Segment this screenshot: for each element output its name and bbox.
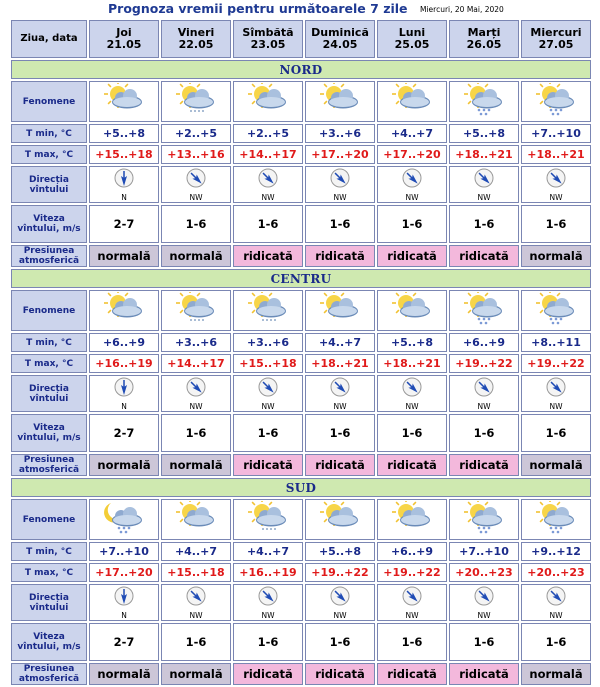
- row-directia: [11, 375, 591, 412]
- wind-direction: [306, 168, 374, 202]
- tmax-value: +16..+19: [89, 354, 159, 373]
- compass-arrow-icon: [402, 586, 422, 610]
- day-name: Sîmbătă: [242, 26, 294, 39]
- weather-cell: [89, 290, 159, 331]
- weather-cell: [449, 81, 519, 122]
- sun-cloud-icon: [317, 292, 363, 330]
- day-date: 21.05: [106, 38, 142, 51]
- pressure-value: ridicată: [305, 245, 375, 267]
- tmax-value: +13..+16: [161, 145, 231, 164]
- tmin-value: +6..+9: [377, 542, 447, 561]
- region-header-row: [11, 269, 591, 288]
- wind-speed-value: 2-7: [89, 414, 159, 452]
- wind-direction-label: NW: [477, 401, 491, 411]
- row-label: T max, °C: [11, 145, 87, 164]
- sun-cloud-icon: [317, 83, 363, 121]
- corner-label: Ziua, data: [11, 20, 87, 58]
- row-viteza: [11, 205, 591, 243]
- day-name: Marți: [467, 26, 501, 39]
- row-label: Presiunea atmosferică: [11, 454, 87, 476]
- compass-arrow-icon: [474, 377, 494, 401]
- header-row: [11, 20, 591, 58]
- tmin-value: +9..+12: [521, 542, 591, 561]
- wind-direction: [450, 168, 518, 202]
- compass-arrow-icon: [402, 168, 422, 192]
- wind-direction-cell: [233, 584, 303, 621]
- compass-arrow-icon: [546, 377, 566, 401]
- row-directia: [11, 584, 591, 621]
- day-name: Joi: [116, 26, 132, 39]
- wind-speed-value: 1-6: [521, 623, 591, 661]
- tmax-value: +17..+20: [377, 145, 447, 164]
- compass-arrow-icon: [114, 168, 134, 192]
- sun-cloud-icon: [245, 83, 291, 121]
- row-viteza: [11, 414, 591, 452]
- row-label: T min, °C: [11, 333, 87, 352]
- wind-direction-label: N: [121, 401, 127, 411]
- day-date: 27.05: [538, 38, 574, 51]
- wind-speed-value: 1-6: [449, 623, 519, 661]
- weather-cell: [377, 499, 447, 540]
- pressure-value: normală: [161, 454, 231, 476]
- wind-direction-cell: [449, 375, 519, 412]
- pressure-value: ridicată: [233, 454, 303, 476]
- compass-arrow-icon: [330, 586, 350, 610]
- wind-direction: [378, 586, 446, 620]
- tmin-value: +3..+6: [233, 333, 303, 352]
- weather-cell: [377, 81, 447, 122]
- sun-cloud-rain-icon: [461, 292, 507, 330]
- tmin-value: +2..+5: [233, 124, 303, 143]
- compass-arrow-icon: [114, 377, 134, 401]
- row-label: Fenomene: [11, 81, 87, 122]
- wind-speed-value: 1-6: [377, 623, 447, 661]
- wind-direction: [450, 377, 518, 411]
- wind-direction-cell: [161, 584, 231, 621]
- pressure-value: normală: [89, 454, 159, 476]
- wind-direction-label: NW: [549, 610, 563, 620]
- row-viteza: [11, 623, 591, 661]
- tmax-value: +18..+21: [449, 145, 519, 164]
- compass-arrow-icon: [186, 586, 206, 610]
- tmin-value: +7..+10: [89, 542, 159, 561]
- region-header-row: [11, 478, 591, 497]
- row-tmin: [11, 124, 591, 143]
- pressure-value: normală: [521, 454, 591, 476]
- wind-direction-label: NW: [189, 401, 203, 411]
- tmax-value: +17..+20: [89, 563, 159, 582]
- wind-direction-cell: [449, 584, 519, 621]
- sun-cloud-icon: [101, 83, 147, 121]
- pressure-value: ridicată: [449, 663, 519, 685]
- wind-speed-value: 1-6: [233, 623, 303, 661]
- weather-cell: [161, 290, 231, 331]
- wind-speed-value: 1-6: [161, 623, 231, 661]
- tmax-value: +20..+23: [521, 563, 591, 582]
- day-header: [521, 20, 591, 58]
- sun-cloud-icon: [173, 501, 219, 539]
- forecast-date: Miercuri, 20 Mai, 2020: [420, 5, 504, 14]
- forecast-table: [9, 18, 593, 687]
- day-name: Duminică: [311, 26, 369, 39]
- wind-speed-value: 1-6: [305, 623, 375, 661]
- tmax-value: +14..+17: [233, 145, 303, 164]
- wind-direction: [234, 586, 302, 620]
- compass-arrow-icon: [474, 168, 494, 192]
- tmin-value: +4..+7: [233, 542, 303, 561]
- region-name: CENTRU: [11, 269, 591, 288]
- row-label: Fenomene: [11, 499, 87, 540]
- tmin-value: +5..+8: [377, 333, 447, 352]
- sun-cloud-rain-icon: [533, 501, 579, 539]
- pressure-value: normală: [161, 245, 231, 267]
- compass-arrow-icon: [258, 377, 278, 401]
- pressure-value: ridicată: [233, 245, 303, 267]
- wind-direction-label: NW: [261, 401, 275, 411]
- row-label: Presiunea atmosferică: [11, 663, 87, 685]
- wind-direction: [522, 168, 590, 202]
- weather-cell: [233, 81, 303, 122]
- wind-direction: [378, 377, 446, 411]
- wind-direction-cell: [521, 375, 591, 412]
- wind-direction-label: NW: [405, 401, 419, 411]
- tmax-value: +19..+22: [449, 354, 519, 373]
- tmin-value: +4..+7: [377, 124, 447, 143]
- pressure-value: normală: [89, 245, 159, 267]
- wind-direction: [522, 586, 590, 620]
- weather-cell: [305, 81, 375, 122]
- row-tmin: [11, 333, 591, 352]
- wind-direction-cell: [377, 166, 447, 203]
- wind-speed-value: 1-6: [449, 414, 519, 452]
- tmax-value: +19..+22: [521, 354, 591, 373]
- pressure-value: ridicată: [377, 663, 447, 685]
- row-label: Fenomene: [11, 290, 87, 331]
- day-date: 23.05: [250, 38, 286, 51]
- pressure-value: ridicată: [449, 245, 519, 267]
- wind-direction: [90, 586, 158, 620]
- wind-direction-label: NW: [189, 610, 203, 620]
- wind-direction-label: NW: [261, 610, 275, 620]
- wind-speed-value: 1-6: [377, 205, 447, 243]
- row-tmax: [11, 145, 591, 164]
- wind-direction: [90, 168, 158, 202]
- moon-cloud-rain-icon: [101, 501, 147, 539]
- wind-direction: [450, 586, 518, 620]
- wind-direction: [162, 377, 230, 411]
- wind-speed-value: 1-6: [305, 414, 375, 452]
- tmax-value: +18..+21: [377, 354, 447, 373]
- pressure-value: ridicată: [377, 245, 447, 267]
- row-label: Presiunea atmosferică: [11, 245, 87, 267]
- wind-direction-cell: [305, 584, 375, 621]
- day-name: Miercuri: [530, 26, 582, 39]
- tmin-value: +5..+8: [305, 542, 375, 561]
- sun-cloud-rain-icon: [533, 292, 579, 330]
- weather-cell: [305, 290, 375, 331]
- pressure-value: normală: [521, 245, 591, 267]
- wind-direction-label: NW: [549, 192, 563, 202]
- day-date: 26.05: [466, 38, 502, 51]
- day-header: [89, 20, 159, 58]
- region-name: SUD: [11, 478, 591, 497]
- row-label: Viteza vîntului, m/s: [11, 205, 87, 243]
- weather-cell: [521, 290, 591, 331]
- wind-speed-value: 1-6: [449, 205, 519, 243]
- pressure-value: ridicată: [449, 454, 519, 476]
- sun-cloud-icon: [389, 292, 435, 330]
- row-label: T max, °C: [11, 354, 87, 373]
- pressure-value: ridicată: [233, 663, 303, 685]
- pressure-value: ridicată: [305, 663, 375, 685]
- tmax-value: +17..+20: [305, 145, 375, 164]
- weather-cell: [377, 290, 447, 331]
- wind-direction: [306, 377, 374, 411]
- wind-direction-label: NW: [333, 401, 347, 411]
- tmin-value: +5..+8: [449, 124, 519, 143]
- pressure-value: ridicată: [305, 454, 375, 476]
- wind-direction-cell: [89, 375, 159, 412]
- row-presiunea: [11, 245, 591, 267]
- sun-cloud-rain-icon: [461, 83, 507, 121]
- wind-direction-label: NW: [189, 192, 203, 202]
- sun-cloud-icon: [101, 292, 147, 330]
- wind-speed-value: 2-7: [89, 623, 159, 661]
- weather-cell: [521, 81, 591, 122]
- wind-direction-cell: [521, 166, 591, 203]
- row-label: Direcția vîntului: [11, 584, 87, 621]
- compass-arrow-icon: [258, 586, 278, 610]
- wind-direction-label: NW: [477, 610, 491, 620]
- wind-direction: [234, 168, 302, 202]
- wind-direction: [162, 586, 230, 620]
- tmin-value: +7..+10: [449, 542, 519, 561]
- row-label: Viteza vîntului, m/s: [11, 623, 87, 661]
- wind-direction-cell: [161, 375, 231, 412]
- row-tmax: [11, 354, 591, 373]
- tmax-value: +18..+21: [305, 354, 375, 373]
- wind-direction: [522, 377, 590, 411]
- tmin-value: +6..+9: [89, 333, 159, 352]
- wind-direction-cell: [449, 166, 519, 203]
- wind-direction-cell: [521, 584, 591, 621]
- weather-cell: [521, 499, 591, 540]
- day-name: Luni: [398, 26, 426, 39]
- day-name: Vineri: [177, 26, 215, 39]
- row-label: Viteza vîntului, m/s: [11, 414, 87, 452]
- wind-direction-label: NW: [261, 192, 275, 202]
- weather-cell: [161, 499, 231, 540]
- wind-direction-cell: [305, 166, 375, 203]
- wind-speed-value: 1-6: [161, 414, 231, 452]
- weather-cell: [161, 81, 231, 122]
- tmin-value: +2..+5: [161, 124, 231, 143]
- weather-cell: [89, 81, 159, 122]
- wind-direction-label: NW: [405, 610, 419, 620]
- sun-cloud-rain-icon: [461, 501, 507, 539]
- row-label: T min, °C: [11, 124, 87, 143]
- wind-direction: [378, 168, 446, 202]
- wind-speed-value: 1-6: [161, 205, 231, 243]
- compass-arrow-icon: [330, 377, 350, 401]
- row-label: T min, °C: [11, 542, 87, 561]
- tmax-value: +14..+17: [161, 354, 231, 373]
- compass-arrow-icon: [474, 586, 494, 610]
- wind-direction: [162, 168, 230, 202]
- weather-cell: [305, 499, 375, 540]
- row-label: T max, °C: [11, 563, 87, 582]
- wind-direction-cell: [377, 584, 447, 621]
- row-tmin: [11, 542, 591, 561]
- wind-speed-value: 2-7: [89, 205, 159, 243]
- tmin-value: +3..+6: [305, 124, 375, 143]
- day-header: [233, 20, 303, 58]
- wind-direction: [234, 377, 302, 411]
- row-fenomene: [11, 499, 591, 540]
- day-header: [449, 20, 519, 58]
- row-label: Direcția vîntului: [11, 166, 87, 203]
- tmax-value: +15..+18: [161, 563, 231, 582]
- wind-direction: [306, 586, 374, 620]
- sun-cloud-icon: [317, 501, 363, 539]
- weather-cell: [449, 499, 519, 540]
- compass-arrow-icon: [186, 168, 206, 192]
- day-header: [161, 20, 231, 58]
- weather-cell: [233, 499, 303, 540]
- tmax-value: +18..+21: [521, 145, 591, 164]
- pressure-value: normală: [161, 663, 231, 685]
- sun-cloud-light-rain-icon: [245, 292, 291, 330]
- wind-speed-value: 1-6: [305, 205, 375, 243]
- page-title: Prognoza vremii pentru următoarele 7 zile: [108, 1, 408, 16]
- sun-cloud-rain-icon: [533, 83, 579, 121]
- wind-speed-value: 1-6: [233, 414, 303, 452]
- wind-speed-value: 1-6: [521, 205, 591, 243]
- tmax-value: +15..+18: [233, 354, 303, 373]
- tmin-value: +7..+10: [521, 124, 591, 143]
- day-date: 24.05: [322, 38, 358, 51]
- tmax-value: +16..+19: [233, 563, 303, 582]
- tmax-value: +20..+23: [449, 563, 519, 582]
- tmin-value: +4..+7: [305, 333, 375, 352]
- wind-direction-cell: [233, 166, 303, 203]
- tmax-value: +19..+22: [377, 563, 447, 582]
- sun-cloud-light-rain-icon: [173, 292, 219, 330]
- weather-cell: [233, 290, 303, 331]
- wind-direction: [90, 377, 158, 411]
- row-fenomene: [11, 290, 591, 331]
- row-tmax: [11, 563, 591, 582]
- sun-cloud-light-rain-icon: [173, 83, 219, 121]
- pressure-value: normală: [89, 663, 159, 685]
- wind-direction-cell: [89, 166, 159, 203]
- compass-arrow-icon: [186, 377, 206, 401]
- day-header: [305, 20, 375, 58]
- wind-direction-cell: [89, 584, 159, 621]
- sun-cloud-icon: [389, 83, 435, 121]
- weather-cell: [449, 290, 519, 331]
- wind-direction-label: N: [121, 192, 127, 202]
- wind-direction-cell: [305, 375, 375, 412]
- sun-cloud-light-rain-icon: [245, 501, 291, 539]
- tmax-value: +15..+18: [89, 145, 159, 164]
- wind-direction-label: NW: [405, 192, 419, 202]
- row-fenomene: [11, 81, 591, 122]
- region-header-row: [11, 60, 591, 79]
- wind-direction-label: NW: [333, 610, 347, 620]
- tmin-value: +5..+8: [89, 124, 159, 143]
- wind-direction-label: NW: [549, 401, 563, 411]
- row-label: Direcția vîntului: [11, 375, 87, 412]
- tmin-value: +3..+6: [161, 333, 231, 352]
- compass-arrow-icon: [546, 168, 566, 192]
- tmax-value: +19..+22: [305, 563, 375, 582]
- wind-direction-cell: [161, 166, 231, 203]
- row-directia: [11, 166, 591, 203]
- compass-arrow-icon: [114, 586, 134, 610]
- row-presiunea: [11, 663, 591, 685]
- wind-speed-value: 1-6: [377, 414, 447, 452]
- wind-direction-label: NW: [333, 192, 347, 202]
- pressure-value: ridicată: [377, 454, 447, 476]
- day-date: 22.05: [178, 38, 214, 51]
- wind-direction-cell: [377, 375, 447, 412]
- day-header: [377, 20, 447, 58]
- wind-direction-label: NW: [477, 192, 491, 202]
- wind-speed-value: 1-6: [521, 414, 591, 452]
- pressure-value: normală: [521, 663, 591, 685]
- region-name: NORD: [11, 60, 591, 79]
- row-presiunea: [11, 454, 591, 476]
- day-date: 25.05: [394, 38, 430, 51]
- compass-arrow-icon: [330, 168, 350, 192]
- weather-cell: [89, 499, 159, 540]
- wind-speed-value: 1-6: [233, 205, 303, 243]
- wind-direction-cell: [233, 375, 303, 412]
- tmin-value: +8..+11: [521, 333, 591, 352]
- header: [0, 0, 600, 18]
- compass-arrow-icon: [546, 586, 566, 610]
- tmin-value: +6..+9: [449, 333, 519, 352]
- compass-arrow-icon: [402, 377, 422, 401]
- tmin-value: +4..+7: [161, 542, 231, 561]
- compass-arrow-icon: [258, 168, 278, 192]
- wind-direction-label: N: [121, 610, 127, 620]
- sun-cloud-icon: [389, 501, 435, 539]
